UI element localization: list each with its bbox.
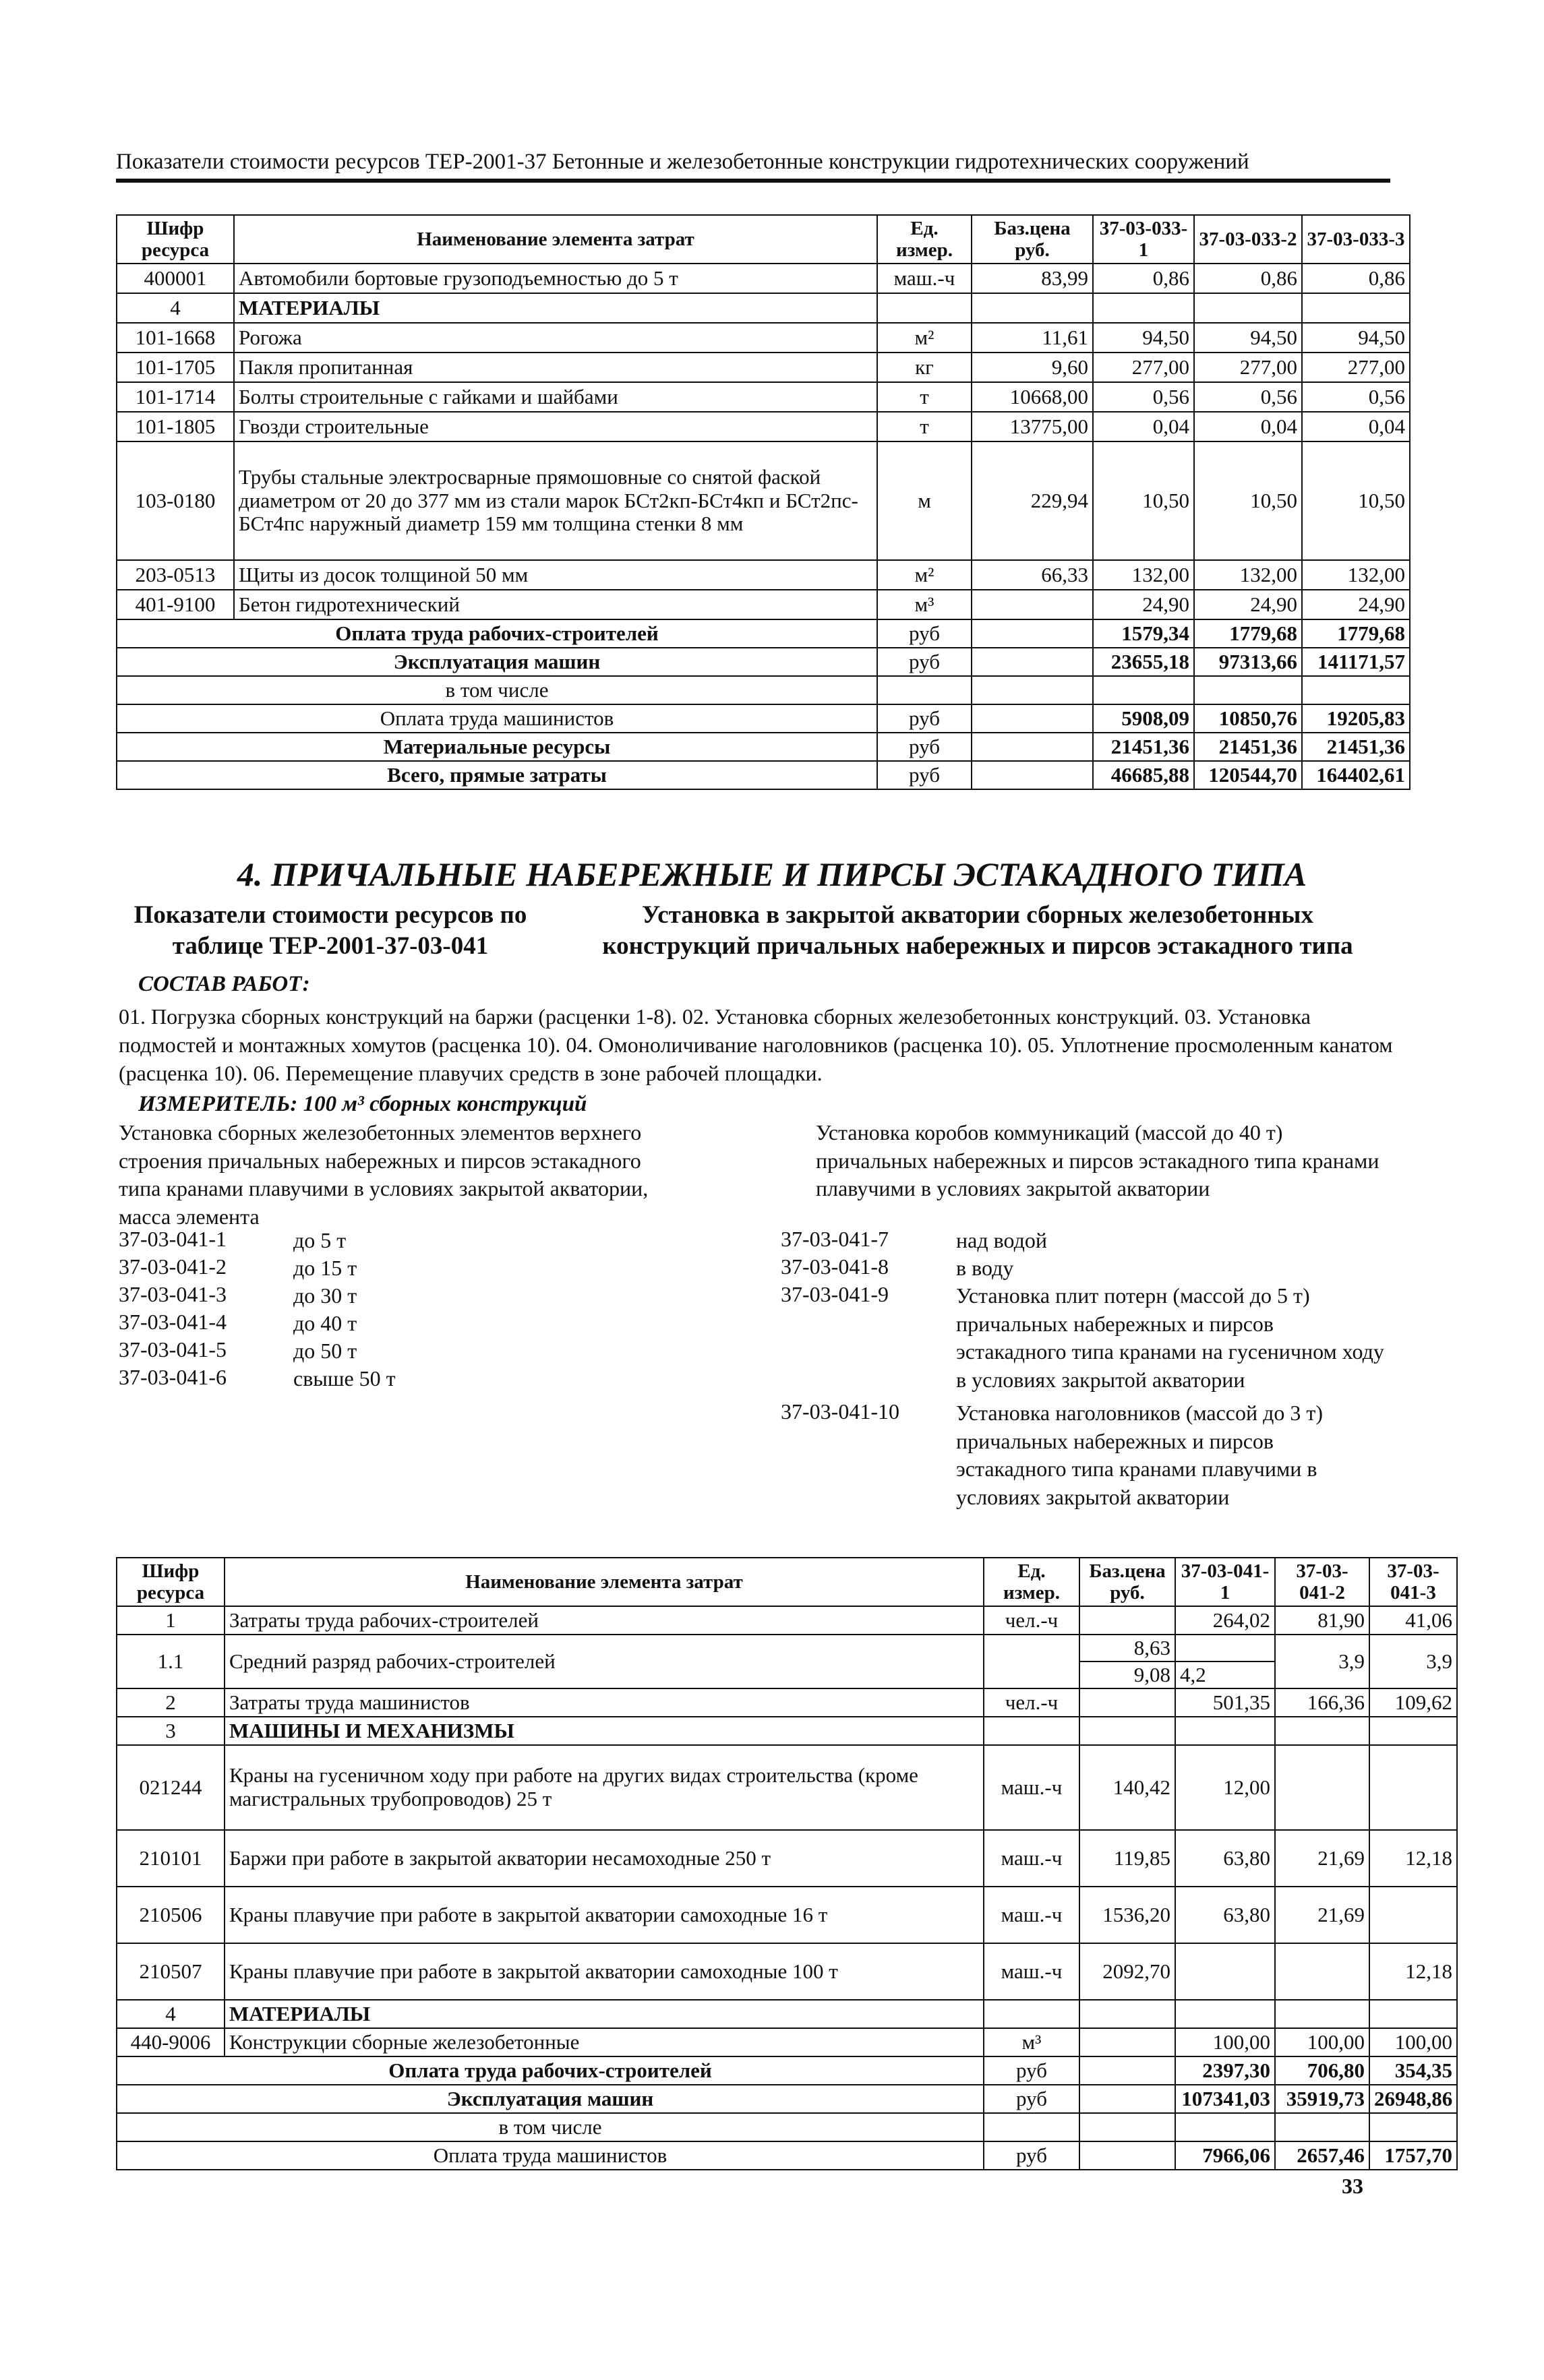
cost-element-name: Болты строительные с гайками и шайбами: [234, 382, 877, 412]
cost-element-name: Пакля пропитанная: [234, 353, 877, 382]
table-row: [117, 412, 1410, 441]
item-code: 37-03-041-4: [119, 1310, 227, 1334]
unit: кг: [877, 353, 972, 382]
value-3: 109,62: [1369, 1688, 1457, 1717]
section-title: 4. ПРИЧАЛЬНЫЕ НАБЕРЕЖНЫЕ И ПИРСЫ ЭСТАКАДНОГО ТИПА: [237, 855, 1307, 893]
value-3: 10,50: [1302, 441, 1410, 560]
value-2: 166,36: [1275, 1688, 1369, 1717]
table-row: [117, 590, 1410, 619]
unit: руб: [984, 2141, 1079, 2170]
value-2: 1779,68: [1194, 619, 1302, 648]
value-2: 3,9: [1275, 1635, 1369, 1688]
column-header: Наименование элемента затрат: [234, 215, 877, 264]
resource-code: 103-0180: [117, 441, 234, 560]
cost-element-name: МАТЕРИАЛЫ: [225, 2000, 984, 2028]
value-1: 46685,88: [1093, 761, 1194, 789]
value-3: 19205,83: [1302, 704, 1410, 733]
base-price: [1079, 2141, 1175, 2170]
value-2: [1275, 2000, 1369, 2028]
value-2: 0,56: [1194, 382, 1302, 412]
value-3: [1369, 1745, 1457, 1830]
value-1: 0,86: [1093, 264, 1194, 293]
base-price: [1079, 1606, 1175, 1635]
column-header: 37-03-041-3: [1369, 1558, 1457, 1606]
base-price: 13775,00: [972, 412, 1093, 441]
value-2: 2657,46: [1275, 2141, 1369, 2170]
base-price: 66,33: [972, 560, 1093, 590]
resource-code: 4: [117, 2000, 225, 2028]
base-price: [1079, 2028, 1175, 2056]
resource-code: 203-0513: [117, 560, 234, 590]
unit: [984, 1635, 1079, 1688]
table-row: [117, 1830, 1457, 1887]
value-3: 41,06: [1369, 1606, 1457, 1635]
unit: маш.-ч: [984, 1745, 1079, 1830]
unit: руб: [877, 733, 972, 761]
item-code: 37-03-041-5: [119, 1337, 227, 1362]
summary-label: Эксплуатация машин: [117, 2085, 984, 2113]
unit: м²: [877, 560, 972, 590]
value-1: 63,80: [1175, 1887, 1275, 1943]
summary-row: [117, 648, 1410, 676]
value-3: 354,35: [1369, 2056, 1457, 2085]
item-code: 37-03-041-10: [781, 1399, 899, 1424]
value-1: 7966,06: [1175, 2141, 1275, 2170]
cost-element-name: Баржи при работе в закрытой акватории несамоходные 250 т: [225, 1830, 984, 1887]
resource-code: 101-1714: [117, 382, 234, 412]
table-row: [117, 1887, 1457, 1943]
unit: т: [877, 412, 972, 441]
value-3: 21451,36: [1302, 733, 1410, 761]
summary-label: Эксплуатация машин: [117, 648, 877, 676]
value-2: 21,69: [1275, 1830, 1369, 1887]
resource-code: 101-1705: [117, 353, 234, 382]
value-3: 24,90: [1302, 590, 1410, 619]
cost-element-name: Рогожа: [234, 323, 877, 353]
value-2: 10,50: [1194, 441, 1302, 560]
column-header: Баз.цена руб.: [972, 215, 1093, 264]
unit: руб: [984, 2085, 1079, 2113]
value-1: 100,00: [1175, 2028, 1275, 2056]
value-3: [1369, 1717, 1457, 1745]
value-2: [1275, 1745, 1369, 1830]
summary-row: [117, 733, 1410, 761]
value-2: 94,50: [1194, 323, 1302, 353]
item-text: до 15 т: [293, 1256, 357, 1280]
unit: [877, 676, 972, 704]
summary-row: [117, 2141, 1457, 2170]
value-3: 12,18: [1369, 1830, 1457, 1887]
unit: маш.-ч: [984, 1943, 1079, 2000]
column-header: Ед. измер.: [984, 1558, 1079, 1606]
value-2: 81,90: [1275, 1606, 1369, 1635]
value-1: 2397,30: [1175, 2056, 1275, 2085]
value-1: 5908,09: [1093, 704, 1194, 733]
base-price: [972, 293, 1093, 323]
item-text: до 30 т: [293, 1283, 357, 1308]
table-row: [117, 1635, 1457, 1661]
summary-label: Оплата труда рабочих-строителей: [117, 2056, 984, 2085]
base-price: [972, 619, 1093, 648]
unit: м: [877, 441, 972, 560]
item-code: 37-03-041-1: [119, 1227, 227, 1251]
base-price: [972, 704, 1093, 733]
table-row: [117, 293, 1410, 323]
cost-element-name: Гвозди строительные: [234, 412, 877, 441]
unit: руб: [984, 2056, 1079, 2085]
page-number: 33: [1342, 2174, 1363, 2198]
unit: [877, 293, 972, 323]
cost-element-name: Автомобили бортовые грузоподъемностью до 5 т: [234, 264, 877, 293]
value-1: 23655,18: [1093, 648, 1194, 676]
value-3: 164402,61: [1302, 761, 1410, 789]
cost-element-name: Средний разряд рабочих-строителей: [225, 1635, 984, 1688]
cost-element-name: МАШИНЫ И МЕХАНИЗМЫ: [225, 1717, 984, 1745]
cost-element-name: МАТЕРИАЛЫ: [234, 293, 877, 323]
installation-title: Установка в закрытой акватории сборных железобетонных конструкций причальных набережных и пирсов эстакадного типа: [602, 901, 1353, 960]
summary-row: [117, 761, 1410, 789]
header-row: [117, 1558, 1457, 1606]
table-row: [117, 2000, 1457, 2028]
table-row: [117, 1943, 1457, 2000]
composition-text: 01. Погрузка сборных конструкций на баржи (расценки 1-8). 02. Установка сборных железобетонных конструкций. 03. Установка подмостей и монтажных хомутов (расценка 10). 04. Омоноличивание наголовников (расценка 10). 05. Уплотнение просмоленным канатом (расценка 10). 06. Перемещение плавучих средств в зоне рабочей площадки.: [119, 1004, 1393, 1086]
unit: т: [877, 382, 972, 412]
value-3: [1302, 676, 1410, 704]
value-3: 100,00: [1369, 2028, 1457, 2056]
resource-code: 440-9006: [117, 2028, 225, 2056]
base-price: 9,60: [972, 353, 1093, 382]
table-row: [117, 560, 1410, 590]
resource-cost-table-033: [116, 214, 1411, 790]
base-price: [1079, 1688, 1175, 1717]
column-header: 37-03-041-2: [1275, 1558, 1369, 1606]
value-1: 21451,36: [1093, 733, 1194, 761]
summary-label: в том числе: [117, 2113, 984, 2141]
base-price: 8,63: [1079, 1635, 1175, 1661]
base-price: 11,61: [972, 323, 1093, 353]
item-text: до 50 т: [293, 1339, 357, 1363]
table-row: [117, 2028, 1457, 2056]
column-header: Ед. измер.: [877, 215, 972, 264]
column-header: Шифр ресурса: [117, 215, 234, 264]
base-price: [972, 733, 1093, 761]
cost-element-name: Затраты труда машинистов: [225, 1688, 984, 1717]
unit: руб: [877, 761, 972, 789]
resource-code: 101-1668: [117, 323, 234, 353]
base-price: [972, 676, 1093, 704]
indicators-reference: Показатели стоимости ресурсов по таблице ТЕР-2001-37-03-041: [133, 901, 527, 960]
base-price: [1079, 2113, 1175, 2141]
value-3: 94,50: [1302, 323, 1410, 353]
value-3: 0,04: [1302, 412, 1410, 441]
column-header: Баз.цена руб.: [1079, 1558, 1175, 1606]
table-row: [117, 1606, 1457, 1635]
value-3: 277,00: [1302, 353, 1410, 382]
resource-code: 1.1: [117, 1635, 225, 1688]
base-price: [972, 590, 1093, 619]
cost-element-name: Краны на гусеничном ходу при работе на других видах строительства (кроме магистральных трубопроводов) 25 т: [225, 1745, 984, 1830]
column-header: Наименование элемента затрат: [225, 1558, 984, 1606]
summary-label: Оплата труда машинистов: [117, 2141, 984, 2170]
cost-element-name: Трубы стальные электросварные прямошовные со снятой фаской диаметром от 20 до 377 мм из стали марок БСт2кп-БСт4кп и БСт2пс-БСт4пс наружный диаметр 159 мм толщина стенки 8 мм: [234, 441, 877, 560]
value-1: 0,04: [1093, 412, 1194, 441]
cost-element-name: Затраты труда рабочих-строителей: [225, 1606, 984, 1635]
unit: руб: [877, 704, 972, 733]
base-price: [972, 761, 1093, 789]
resource-code: 400001: [117, 264, 234, 293]
resource-code: 1: [117, 1606, 225, 1635]
summary-label: Оплата труда рабочих-строителей: [117, 619, 877, 648]
value-3: [1369, 1887, 1457, 1943]
unit: маш.-ч: [984, 1830, 1079, 1887]
item-text: Установка наголовников (массой до 3 т) причальных набережных и пирсов эстакадного типа кранами плавучими в условиях закрытой акватории: [956, 1401, 1324, 1509]
value-2: [1194, 293, 1302, 323]
value-3: [1369, 2000, 1457, 2028]
unit: руб: [877, 648, 972, 676]
value-1: 4,2: [1175, 1661, 1275, 1688]
unit: м²: [877, 323, 972, 353]
item-text: свыше 50 т: [293, 1366, 396, 1391]
composition-label: СОСТАВ РАБОТ:: [138, 972, 310, 996]
item-code: 37-03-041-8: [781, 1254, 889, 1279]
table-row: [117, 1688, 1457, 1717]
table-row: [117, 323, 1410, 353]
resource-code: 401-9100: [117, 590, 234, 619]
unit: [984, 1717, 1079, 1745]
value-1: 0,56: [1093, 382, 1194, 412]
table-row: [117, 382, 1410, 412]
value-2: 10850,76: [1194, 704, 1302, 733]
page-header: Показатели стоимости ресурсов ТЕР-2001-37 Бетонные и железобетонные конструкции гидротехнических сооружений: [116, 150, 1390, 183]
value-3: [1302, 293, 1410, 323]
base-price: [1079, 2085, 1175, 2113]
cost-element-name: Краны плавучие при работе в закрытой акватории самоходные 16 т: [225, 1887, 984, 1943]
table-row: [117, 353, 1410, 382]
unit: чел.-ч: [984, 1606, 1079, 1635]
item-code: 37-03-041-7: [781, 1227, 889, 1251]
base-price: [1079, 2000, 1175, 2028]
value-1: 132,00: [1093, 560, 1194, 590]
resource-code: 2: [117, 1688, 225, 1717]
resource-code: 3: [117, 1717, 225, 1745]
value-3: 3,9: [1369, 1635, 1457, 1688]
column-header: Шифр ресурса: [117, 1558, 225, 1606]
value-1: [1175, 1943, 1275, 2000]
value-2: 21,69: [1275, 1887, 1369, 1943]
value-2: 0,86: [1194, 264, 1302, 293]
value-3: 132,00: [1302, 560, 1410, 590]
item-text: Установка плит потерн (массой до 5 т) причальных набережных и пирсов эстакадного типа кранами на гусеничном ходу в условиях закрытой акватории: [956, 1283, 1384, 1392]
value-2: 100,00: [1275, 2028, 1369, 2056]
item-text: в воду: [956, 1256, 1014, 1280]
value-2: [1275, 2113, 1369, 2141]
value-1: 277,00: [1093, 353, 1194, 382]
item-text: до 5 т: [293, 1228, 347, 1252]
value-3: 1779,68: [1302, 619, 1410, 648]
table-row: [117, 1745, 1457, 1830]
value-2: 24,90: [1194, 590, 1302, 619]
column-header: 37-03-033-1: [1093, 215, 1194, 264]
value-1: 24,90: [1093, 590, 1194, 619]
unit: м³: [877, 590, 972, 619]
summary-row: [117, 676, 1410, 704]
item-text: над водой: [956, 1228, 1047, 1252]
base-price: 229,94: [972, 441, 1093, 560]
summary-label: Материальные ресурсы: [117, 733, 877, 761]
item-code: 37-03-041-6: [119, 1365, 227, 1389]
base-price: 119,85: [1079, 1830, 1175, 1887]
value-1: 63,80: [1175, 1830, 1275, 1887]
summary-label: Оплата труда машинистов: [117, 704, 877, 733]
value-3: 12,18: [1369, 1943, 1457, 2000]
value-2: 277,00: [1194, 353, 1302, 382]
resource-code: 101-1805: [117, 412, 234, 441]
resource-code: 210101: [117, 1830, 225, 1887]
value-1: [1175, 1717, 1275, 1745]
column-header: 37-03-041-1: [1175, 1558, 1275, 1606]
item-code: 37-03-041-2: [119, 1254, 227, 1279]
value-3: 26948,86: [1369, 2085, 1457, 2113]
unit: чел.-ч: [984, 1688, 1079, 1717]
unit: [984, 2113, 1079, 2141]
item-code: 37-03-041-3: [119, 1282, 227, 1306]
base-price: [972, 648, 1093, 676]
summary-row: [117, 619, 1410, 648]
value-1: 264,02: [1175, 1606, 1275, 1635]
summary-row: [117, 2085, 1457, 2113]
base-price: 140,42: [1079, 1745, 1175, 1830]
summary-label: в том числе: [117, 676, 877, 704]
left-intro: Установка сборных железобетонных элементов верхнего строения причальных набережных и пирсов эстакадного типа кранами плавучими в условиях закрытой акватории, масса элемента: [119, 1120, 649, 1229]
value-1: [1175, 2113, 1275, 2141]
column-header: 37-03-033-3: [1302, 215, 1410, 264]
summary-row: [117, 704, 1410, 733]
value-1: 1579,34: [1093, 619, 1194, 648]
base-price: 10668,00: [972, 382, 1093, 412]
value-2: 0,04: [1194, 412, 1302, 441]
value-2: 132,00: [1194, 560, 1302, 590]
resource-code: 4: [117, 293, 234, 323]
value-1: 12,00: [1175, 1745, 1275, 1830]
cost-element-name: Краны плавучие при работе в закрытой акватории самоходные 100 т: [225, 1943, 984, 2000]
resource-cost-table-041: [116, 1557, 1458, 2170]
value-1: [1175, 2000, 1275, 2028]
table-row: [117, 264, 1410, 293]
unit: маш.-ч: [877, 264, 972, 293]
value-1: [1093, 676, 1194, 704]
value-2: [1275, 1717, 1369, 1745]
value-2: [1275, 1943, 1369, 2000]
resource-code: 021244: [117, 1745, 225, 1830]
value-3: 1757,70: [1369, 2141, 1457, 2170]
value-2: 35919,73: [1275, 2085, 1369, 2113]
value-1: 94,50: [1093, 323, 1194, 353]
table-row: [117, 441, 1410, 560]
value-3: 141171,57: [1302, 648, 1410, 676]
value-3: 0,56: [1302, 382, 1410, 412]
resource-code: 210507: [117, 1943, 225, 2000]
base-price: 2092,70: [1079, 1943, 1175, 2000]
value-1: 107341,03: [1175, 2085, 1275, 2113]
base-price: [1079, 1717, 1175, 1745]
header-row: [117, 215, 1410, 264]
base-price: 83,99: [972, 264, 1093, 293]
summary-row: [117, 2056, 1457, 2085]
summary-label: Всего, прямые затраты: [117, 761, 877, 789]
resource-code: 210506: [117, 1887, 225, 1943]
cost-element-name: Бетон гидротехнический: [234, 590, 877, 619]
item-code: 37-03-041-9: [781, 1282, 889, 1306]
value-2: [1194, 676, 1302, 704]
cost-element-name: Щиты из досок толщиной 50 мм: [234, 560, 877, 590]
base-price: [1079, 2056, 1175, 2085]
value-1: 501,35: [1175, 1688, 1275, 1717]
value-2: 120544,70: [1194, 761, 1302, 789]
value-3: [1369, 2113, 1457, 2141]
value-2: 706,80: [1275, 2056, 1369, 2085]
item-text: до 40 т: [293, 1311, 357, 1335]
value-1: 10,50: [1093, 441, 1194, 560]
unit: [984, 2000, 1079, 2028]
column-header: 37-03-033-2: [1194, 215, 1302, 264]
value-1: [1093, 293, 1194, 323]
cost-element-name: Конструкции сборные железобетонные: [225, 2028, 984, 2056]
table-row: [117, 1717, 1457, 1745]
value-2: 97313,66: [1194, 648, 1302, 676]
base-price: 9,08: [1079, 1661, 1175, 1688]
base-price: 1536,20: [1079, 1887, 1175, 1943]
value-2: 21451,36: [1194, 733, 1302, 761]
value-3: 0,86: [1302, 264, 1410, 293]
summary-row: [117, 2113, 1457, 2141]
unit: руб: [877, 619, 972, 648]
value-1: [1175, 1635, 1275, 1661]
right-intro: Установка коробов коммуникаций (массой до 40 т) причальных набережных и пирсов эстакадного типа кранами плавучими в условиях закрытой акватории: [816, 1120, 1379, 1201]
unit: маш.-ч: [984, 1887, 1079, 1943]
meter-label: ИЗМЕРИТЕЛЬ: 100 м³ сборных конструкций: [138, 1092, 587, 1116]
unit: м³: [984, 2028, 1079, 2056]
